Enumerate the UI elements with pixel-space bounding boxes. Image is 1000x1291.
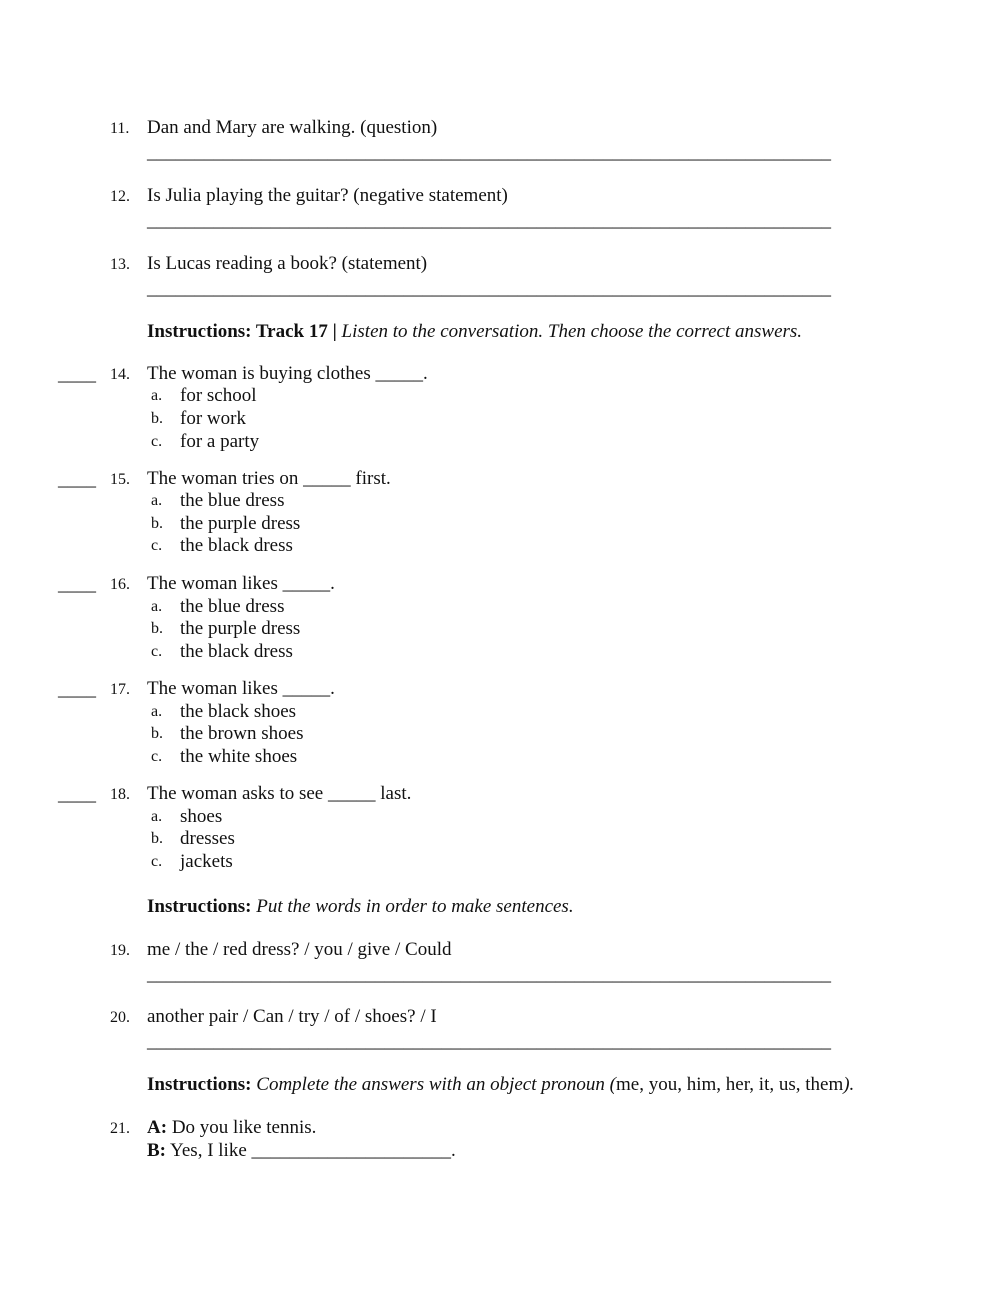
speaker-b-text[interactable]: Yes, I like _____________________. xyxy=(166,1140,456,1161)
option-text[interactable]: for school xyxy=(180,385,257,406)
instructions-text-end: ). xyxy=(843,1074,855,1095)
option-text[interactable]: the blue dress xyxy=(180,490,285,511)
option-text[interactable]: jackets xyxy=(180,851,233,872)
dialog-line-a xyxy=(147,1117,316,1139)
option-text[interactable]: the black dress xyxy=(180,535,293,556)
option-text[interactable]: the white shoes xyxy=(180,746,298,767)
option-text[interactable]: the blue dress xyxy=(180,596,285,617)
question-stem: The woman likes _____. xyxy=(147,678,335,699)
instructions-text: Put the words in order to make sentences. xyxy=(251,896,574,917)
option-letter: c. xyxy=(151,643,163,660)
answer-blank[interactable]: ____ xyxy=(58,574,96,595)
option-letter: c. xyxy=(151,537,163,554)
answer-line[interactable]: ________________________________________________________________________ xyxy=(147,278,831,299)
option-text[interactable]: shoes xyxy=(180,806,223,827)
option-letter: a. xyxy=(151,387,163,404)
question-stem: The woman tries on _____ first. xyxy=(147,468,391,489)
option-text[interactable]: the purple dress xyxy=(180,618,301,639)
option-letter: b. xyxy=(151,515,163,532)
option-text[interactable]: for a party xyxy=(180,431,260,452)
option-letter: b. xyxy=(151,620,163,637)
answer-blank[interactable]: ____ xyxy=(58,784,96,805)
speaker-b-label: B: xyxy=(147,1140,166,1161)
item-prompt: Is Lucas reading a book? (statement) xyxy=(147,253,428,274)
instructions-word-order xyxy=(147,896,574,918)
option-letter: c. xyxy=(151,853,163,870)
item-number: 18. xyxy=(110,786,130,803)
item-number: 14. xyxy=(110,366,130,383)
item-prompt: me / the / red dress? / you / give / Could xyxy=(147,939,452,960)
item-number: 11. xyxy=(110,120,130,137)
item-prompt: another pair / Can / try / of / shoes? / I xyxy=(147,1006,437,1027)
answer-blank[interactable]: ____ xyxy=(58,679,96,700)
answer-blank[interactable]: ____ xyxy=(58,364,96,385)
instructions-object-pronoun xyxy=(147,1074,854,1096)
option-letter: c. xyxy=(151,748,163,765)
question-stem: The woman likes _____. xyxy=(147,573,335,594)
item-number: 12. xyxy=(110,188,130,205)
item-number: 16. xyxy=(110,576,130,593)
option-text[interactable]: for work xyxy=(180,408,246,429)
instructions-track-17 xyxy=(147,321,802,343)
item-number: 20. xyxy=(110,1009,130,1026)
option-text[interactable]: dresses xyxy=(180,828,235,849)
option-letter: b. xyxy=(151,725,163,742)
item-number: 15. xyxy=(110,471,130,488)
option-letter: a. xyxy=(151,703,163,720)
instructions-label: Instructions: Track 17 | xyxy=(147,321,337,342)
speaker-a-label: A: xyxy=(147,1117,168,1138)
question-stem: The woman is buying clothes _____. xyxy=(147,363,428,384)
instructions-text: Listen to the conversation. Then choose the correct answers. xyxy=(336,321,803,342)
item-number: 19. xyxy=(110,942,130,959)
item-prompt: Is Julia playing the guitar? (negative statement) xyxy=(147,185,508,206)
item-prompt: Dan and Mary are walking. (question) xyxy=(147,117,438,138)
option-letter: a. xyxy=(151,598,163,615)
answer-line[interactable]: ________________________________________________________________________ xyxy=(147,210,831,231)
item-number: 21. xyxy=(110,1120,130,1137)
pronoun-list: me, you, him, her, it, us, them xyxy=(616,1074,844,1095)
option-letter: a. xyxy=(151,492,163,509)
item-number: 17. xyxy=(110,681,130,698)
instructions-label: Instructions: xyxy=(147,896,252,917)
item-number: 13. xyxy=(110,256,130,273)
answer-line[interactable]: ________________________________________________________________________ xyxy=(147,964,831,985)
option-text[interactable]: the purple dress xyxy=(180,513,301,534)
answer-blank[interactable]: ____ xyxy=(58,469,96,490)
option-letter: b. xyxy=(151,830,163,847)
dialog-line-b xyxy=(147,1140,456,1162)
answer-line[interactable]: ________________________________________________________________________ xyxy=(147,142,831,163)
answer-line[interactable]: ________________________________________________________________________ xyxy=(147,1031,831,1052)
option-text[interactable]: the brown shoes xyxy=(180,723,304,744)
instructions-text: Complete the answers with an object pronoun ( xyxy=(251,1074,617,1095)
option-text[interactable]: the black dress xyxy=(180,641,293,662)
option-letter: c. xyxy=(151,433,163,450)
instructions-label: Instructions: xyxy=(147,1074,252,1095)
option-letter: a. xyxy=(151,808,163,825)
option-letter: b. xyxy=(151,410,163,427)
speaker-a-text: Do you like tennis. xyxy=(167,1117,317,1138)
option-text[interactable]: the black shoes xyxy=(180,701,297,722)
question-stem: The woman asks to see _____ last. xyxy=(147,783,412,804)
